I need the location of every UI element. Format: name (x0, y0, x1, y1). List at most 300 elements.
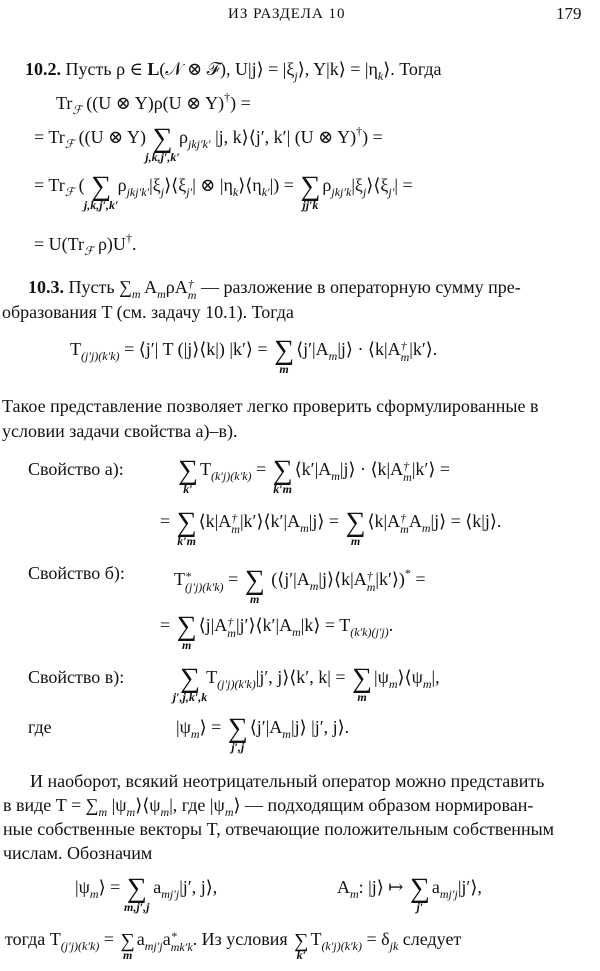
subscript: m (400, 522, 409, 536)
text-run: = U( (34, 234, 68, 254)
summation-symbol: ∑ j′,j,k′,k (172, 663, 208, 704)
property-b-label: Свойство б): (28, 563, 125, 583)
math-base: T (199, 459, 211, 479)
equation-line (176, 455, 451, 496)
text-run: = (160, 511, 175, 531)
math-base: ∑ (119, 277, 132, 297)
math-symbol (70, 339, 120, 363)
paragraph-line (2, 301, 294, 323)
superscript: † (356, 124, 363, 138)
math-base: T (174, 569, 185, 589)
equation-line (56, 86, 251, 121)
subscript: m (227, 626, 236, 640)
summation-symbol: ∑ m (176, 611, 197, 652)
math-symbol (179, 127, 211, 151)
text-run: = (223, 569, 243, 589)
math-base: A (408, 511, 422, 531)
equation-line (176, 713, 350, 754)
math-symbol (174, 277, 197, 302)
math-base: A (318, 459, 332, 479)
math-symbol (380, 175, 395, 199)
summation-index: m (122, 948, 133, 962)
equation-operator-definition (337, 873, 482, 914)
text-run: ⟨k′| (294, 459, 319, 479)
property-c-label: Свойство в): (28, 667, 125, 687)
math-base: ψ (213, 795, 225, 815)
paragraph-line (3, 842, 152, 864)
subscript: m (300, 521, 309, 535)
subscript: m (331, 469, 340, 483)
subscript: m (98, 805, 108, 819)
math-symbol (387, 339, 410, 364)
text-run: ⟨j′| (296, 339, 316, 359)
equation-line (70, 335, 438, 376)
math-base: A (387, 339, 401, 359)
bold-text: L (147, 59, 160, 79)
math-base: A (296, 569, 310, 589)
text-run: ⟨k| (198, 511, 219, 531)
math-symbol (286, 59, 298, 83)
math-symbol (85, 795, 108, 819)
subscript: ℱ (64, 185, 75, 199)
math-symbol (387, 511, 409, 536)
text-run: ⟩⟨ (164, 175, 179, 195)
summation-symbol: ∑ m (244, 565, 265, 606)
subscript: m (282, 727, 291, 741)
text-run: ) = (362, 127, 383, 147)
math-symbol (199, 459, 252, 483)
math-base: a (162, 929, 171, 949)
summation-symbol: ∑ j′,j (227, 713, 248, 754)
math-base: ρ (179, 127, 188, 147)
subscript: k (232, 185, 239, 199)
equation-line (172, 663, 440, 704)
script-stack (231, 513, 240, 535)
math-base: A (144, 277, 158, 297)
math-base: T (339, 615, 351, 635)
math-base: ψ (115, 795, 127, 815)
text-run: ⟩⟨ (135, 795, 150, 815)
math-base: ξ (380, 175, 389, 195)
paragraph-line (5, 928, 462, 962)
subscript: j (362, 185, 367, 199)
summation-symbol: ∑ k′m (272, 455, 293, 496)
math-base: η (368, 59, 378, 79)
math-symbol (144, 277, 166, 301)
math-symbol (269, 717, 291, 741)
summation-index: k′ (183, 482, 193, 496)
text-run: |j′, j⟩⟨k′, k| = (255, 667, 350, 687)
subscript: k (377, 69, 384, 83)
summation-symbol: ∑ m (345, 507, 366, 548)
subscript: m (309, 579, 319, 593)
text-run: ( (74, 175, 90, 195)
text-run: | (351, 175, 355, 195)
text-run: | (107, 795, 116, 815)
bold-text: 10.3. (28, 277, 64, 297)
text-run: . Из условия (192, 929, 293, 949)
math-symbol (48, 175, 75, 199)
text-run: |j′⟩⟨k′| (235, 615, 280, 635)
math-symbol (152, 175, 165, 199)
text-run: : |j⟩ ↦ (358, 877, 408, 897)
math-base: ξ (354, 175, 363, 195)
equation-line (34, 227, 136, 262)
math-base: A (174, 277, 188, 297)
math-base: T (206, 667, 218, 687)
summation-symbol: ∑ jj′k (300, 171, 321, 212)
summation-index: k′m (273, 482, 293, 496)
text-run: в виде T = (3, 795, 86, 815)
superscript: † (187, 277, 194, 291)
subscript: m (421, 521, 431, 535)
text-run: |k⟩ = (300, 615, 340, 635)
text-run: = (34, 175, 49, 195)
text-run: |, где | (169, 795, 214, 815)
subscript: j′ (388, 185, 395, 199)
math-symbol (337, 877, 359, 901)
text-run: ) = (230, 93, 251, 113)
superscript: † (400, 339, 407, 353)
math-symbol (178, 175, 193, 199)
summation-symbol: ∑ j,k,j′,k′ (83, 171, 119, 212)
math-symbol (296, 569, 319, 593)
page-number: 179 (556, 4, 582, 23)
text-run: ⟨j′| (249, 717, 270, 737)
script-stack (185, 571, 224, 593)
text-run: ρ (165, 277, 175, 297)
math-symbol (354, 175, 367, 199)
text-run: | (176, 717, 180, 737)
subscript: (k′j)(k′k) (321, 939, 362, 953)
math-symbol (390, 459, 412, 484)
text-run: Пусть ρ ∈ (61, 59, 148, 79)
superscript: † (227, 615, 234, 629)
superscript: † (224, 90, 231, 104)
text-run: |j⟩ · ⟨k| (337, 339, 388, 359)
subscript: m (126, 805, 136, 819)
summation-index: m (357, 690, 367, 704)
math-symbol (149, 795, 170, 819)
superscript: * (404, 566, 411, 580)
math-symbol (279, 615, 301, 639)
text-run: Пусть (64, 277, 120, 297)
text-run: ⟩ = (98, 877, 125, 897)
text-run: ⟩ — подходящим образом нормирован- (233, 795, 534, 815)
text-run: |j′, j⟩, (179, 877, 218, 897)
text-run: |j⟩ = (308, 511, 344, 531)
math-symbol (162, 929, 193, 954)
summation-index: j,k,j′,k′ (83, 198, 119, 212)
summation-index: m (181, 638, 192, 652)
summation-symbol: ∑ j,k,j′,k′ (145, 123, 180, 164)
script-stack (403, 461, 412, 483)
subscript: mj′j (144, 939, 163, 953)
subscript: m (224, 805, 234, 819)
script-stack (171, 931, 193, 953)
subscript: m (89, 887, 99, 901)
script-stack (401, 341, 410, 363)
text-run: ные собственные векторы T, отвечающие положительным собственным (3, 819, 555, 839)
summation-index: j′,j,k′,k (172, 690, 208, 704)
math-base: A (387, 511, 401, 531)
math-base: ρ (117, 175, 127, 195)
text-run: |j⟩ = ⟨k|j⟩. (430, 511, 502, 531)
subscript: m (160, 805, 170, 819)
math-symbol (174, 569, 224, 594)
script-stack (227, 617, 236, 639)
subscript: j (294, 69, 298, 83)
subscript: m (388, 677, 398, 691)
math-base: a (153, 877, 162, 897)
math-base: Tr (56, 93, 73, 113)
text-run: ⟩⟨ (238, 175, 253, 195)
text-run: |j, k⟩⟨j′, k′| (U ⊗ Y) (210, 127, 357, 147)
superscript: † (400, 511, 407, 525)
summation-index: m,j′,j (124, 900, 150, 914)
math-symbol (431, 877, 458, 901)
math-base: A (218, 511, 232, 531)
math-symbol (252, 175, 270, 199)
text-run: — разложение в операторную сумму пре- (196, 277, 521, 297)
subscript: ℱ (72, 103, 82, 117)
math-symbol (67, 234, 94, 258)
text-run: = (361, 929, 382, 949)
math-base: a (136, 929, 145, 949)
math-symbol (287, 511, 309, 535)
math-symbol (218, 511, 240, 536)
paragraph-line (2, 395, 539, 417)
subscript: m (292, 625, 301, 639)
paragraph-line (30, 770, 545, 792)
superscript: † (366, 569, 373, 583)
equation-line (160, 507, 502, 548)
text-run: (𝒩 ⊗ ℱ), U|j⟩ = | (159, 59, 287, 79)
text-run: ⟩⟨ (397, 667, 412, 687)
text-run: |k′⟩. (409, 339, 438, 359)
math-symbol (368, 59, 384, 83)
summation-index: j′,j (231, 740, 245, 754)
math-symbol (48, 127, 75, 151)
math-base: δ (381, 929, 390, 949)
subscript: jkj′k′ (126, 185, 150, 199)
math-symbol (377, 667, 398, 691)
subscript: m (131, 287, 141, 301)
math-symbol (223, 175, 239, 199)
subscript: m (422, 677, 432, 691)
superscript: † (231, 511, 238, 525)
summation-index: m (350, 534, 361, 548)
text-run: = (251, 459, 271, 479)
bold-text: 10.2. (25, 59, 61, 79)
text-run: | (373, 667, 378, 687)
math-base: A (315, 339, 329, 359)
text-run: = (410, 569, 426, 589)
math-base: ∑ (85, 795, 99, 815)
summation-symbol: ∑ k′ (178, 455, 198, 496)
summation-index: k′m (177, 534, 196, 548)
text-run: = (99, 929, 119, 949)
text-run: . (388, 615, 394, 635)
text-run: И наоборот, всякий неотрицательный оператор можно представить (30, 771, 545, 791)
math-base: A (390, 459, 404, 479)
paragraph-line (2, 420, 238, 442)
math-symbol (136, 929, 163, 953)
subscript: m (190, 727, 200, 741)
math-base: A (279, 615, 293, 635)
text-run: ((U ⊗ Y) (74, 127, 151, 147)
math-symbol (153, 877, 180, 901)
subscript: jkj′k′ (187, 137, 211, 151)
equation-psi-definition (75, 873, 218, 914)
math-symbol (318, 459, 340, 483)
math-base: η (223, 175, 233, 195)
math-base: ρ (322, 175, 332, 195)
text-run: следует (398, 929, 462, 949)
math-base: A (287, 511, 301, 531)
text-run: условии задачи свойства а)–в). (2, 421, 238, 441)
subscript: m (350, 887, 359, 901)
text-run: | (75, 877, 79, 897)
subscript: (k′j)(k′k) (210, 469, 252, 483)
text-run: | (149, 175, 153, 195)
running-header: ИЗ РАЗДЕЛА 10 (228, 6, 346, 22)
math-symbol (56, 93, 82, 117)
subscript: mj′j (439, 887, 458, 901)
subscript: ℱ (84, 244, 94, 258)
math-base: ξ (178, 175, 187, 195)
subscript: m (187, 288, 197, 302)
math-symbol (408, 511, 431, 535)
math-base: A (269, 717, 283, 737)
text-run: |k′⟩) (375, 569, 405, 589)
subscript: jk (389, 939, 399, 953)
summation-symbol: ∑ m (120, 930, 135, 962)
text-run: |j⟩ · ⟨k| (339, 459, 391, 479)
subscript: mk′k (170, 940, 193, 954)
summation-symbol: ∑ j′ (409, 873, 430, 914)
math-base: ξ (286, 59, 295, 79)
math-base: ψ (377, 667, 389, 687)
subscript: k′ (261, 185, 270, 199)
summation-index: m (250, 592, 260, 606)
text-run: тогда (5, 929, 50, 949)
subscript: (j′j)(k′k) (60, 939, 100, 953)
math-symbol (115, 795, 136, 819)
subscript: (k′k)(j′j) (350, 625, 389, 639)
math-base: ξ (152, 175, 161, 195)
text-run: | = (394, 175, 413, 195)
subscript: j′ (186, 185, 193, 199)
summation-symbol: ∑ m (352, 663, 372, 704)
summation-symbol: ∑ k′m (176, 507, 197, 548)
math-base: T (49, 929, 61, 949)
problem-10-2-statement (25, 58, 442, 87)
summation-symbol: ∑ m (274, 335, 295, 376)
superscript: † (125, 231, 132, 245)
text-run: |k′⟩ = (411, 459, 451, 479)
text-run: | ⊗ | (192, 175, 224, 195)
equation-line (174, 562, 426, 606)
math-symbol (213, 795, 234, 819)
text-run: |) = (269, 175, 299, 195)
math-base: T (310, 929, 322, 949)
superscript: † (403, 459, 410, 473)
math-symbol (214, 615, 236, 640)
subscript: mj′j (161, 887, 180, 901)
math-base: ψ (179, 717, 191, 737)
text-run: |j′⟩, (457, 877, 482, 897)
text-run: |k′⟩⟨k′| (239, 511, 288, 531)
math-symbol (353, 569, 376, 594)
subscript: (j′j)(k′k) (81, 349, 120, 363)
math-symbol (411, 667, 432, 691)
math-symbol (117, 175, 150, 199)
property-a-label: Свойство а): (28, 459, 124, 479)
subscript: m (403, 470, 412, 484)
text-run: ⟩, Y|k⟩ = | (297, 59, 369, 79)
subscript: m (328, 349, 338, 363)
math-symbol (78, 877, 99, 901)
math-base: ψ (411, 667, 423, 687)
math-symbol (206, 667, 256, 691)
text-run: ⟨k| (367, 511, 388, 531)
math-symbol (119, 277, 141, 301)
text-run: |, (431, 667, 440, 687)
text-run: ρ)U (93, 234, 126, 254)
summation-index: j,k,j′,k′ (145, 150, 180, 164)
paragraph-line (3, 818, 554, 840)
text-run: Такое представление позволяет легко проверить сформулированные в (2, 396, 539, 416)
math-base: A (337, 877, 350, 897)
text-run: образования T (см. задачу 10.1). Тогда (2, 302, 294, 322)
text-run: ⟩ = (199, 717, 226, 737)
math-base: ψ (78, 877, 90, 897)
math-base: T (70, 339, 81, 359)
math-base: η (252, 175, 262, 195)
text-run: = (160, 615, 175, 635)
subscript: m (157, 287, 166, 301)
math-symbol (179, 717, 200, 741)
text-run: ⟨j| (198, 615, 215, 635)
superscript: * (185, 569, 191, 583)
math-symbol (322, 175, 352, 199)
text-run: (⟨j′| (266, 569, 297, 589)
subscript: (j′j)(k′k) (217, 677, 256, 691)
summation-symbol: ∑ k′ (294, 930, 309, 962)
summation-index: k′ (296, 948, 306, 962)
script-stack (400, 513, 409, 535)
math-base: A (214, 615, 228, 635)
math-base: A (353, 569, 367, 589)
where-label: где (28, 717, 52, 737)
subscript: m (366, 580, 376, 594)
math-symbol (310, 929, 362, 953)
subscript: m (231, 522, 240, 536)
summation-index: m (279, 362, 289, 376)
math-base: Tr (48, 175, 65, 195)
equation-line (34, 120, 383, 164)
text-run: = ⟨j′| T (|j⟩⟨k|) |k′⟩ = (119, 339, 273, 359)
equation-line (160, 611, 394, 652)
math-symbol (381, 929, 399, 953)
superscript: * (170, 929, 177, 943)
summation-symbol: ∑ m,j′,j (124, 873, 150, 914)
text-run: ⟩. Тогда (383, 59, 442, 79)
text-run: = (34, 127, 49, 147)
summation-index: jj′k (302, 198, 319, 212)
subscript: m (400, 350, 410, 364)
